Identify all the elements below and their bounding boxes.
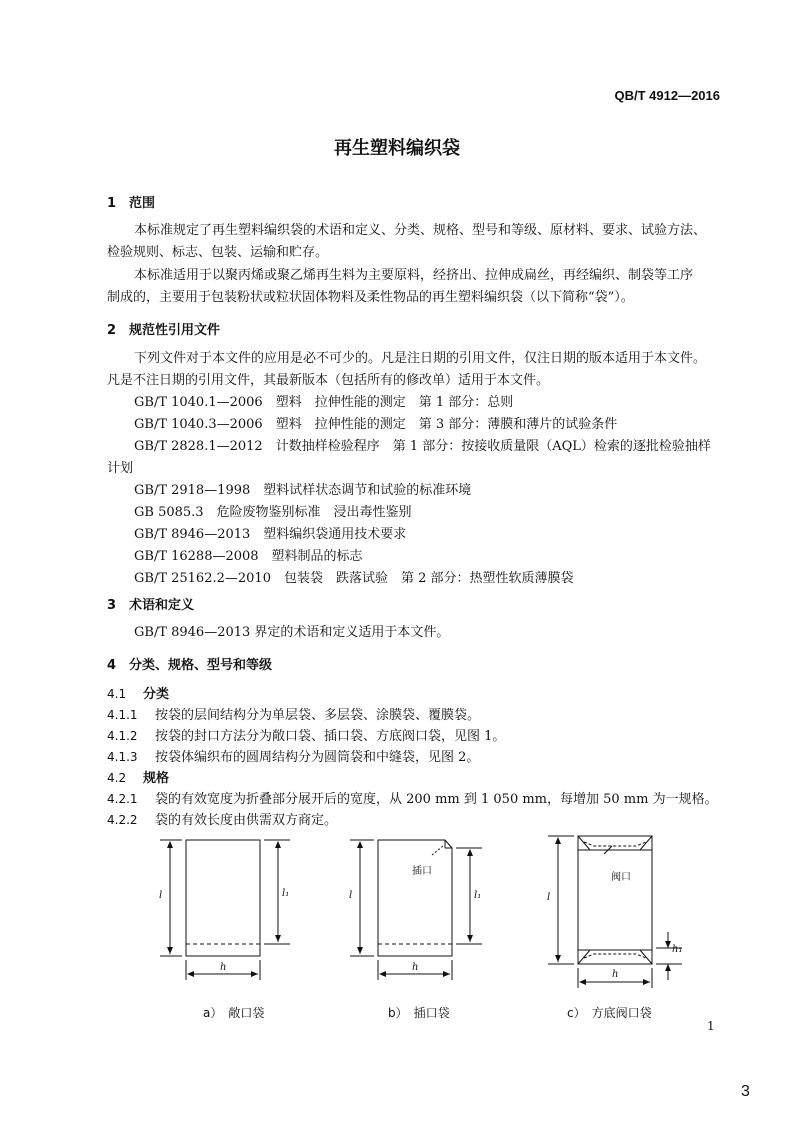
clause-4-1-3 — [107, 746, 479, 765]
clause-text: 袋的有效宽度为折叠部分展开后的宽度，从 200 mm 到 1 050 mm，每增加 50 mm 为一规格。 — [155, 792, 718, 807]
paragraph: GB/T 8946—2013 界定的术语和定义适用于本文件。 — [134, 625, 450, 640]
insert-mouth-bag-drawing — [350, 840, 482, 980]
section-number: 3 — [107, 598, 117, 613]
figure-caption-c: c） 方底阀口袋 — [567, 1006, 652, 1020]
section-title: 术语和定义 — [129, 598, 195, 613]
paragraph: 下列文件对于本文件的应用是必不可少的。凡是注日期的引用文件，仅注日期的版本适用于本文件。 — [134, 351, 707, 366]
section-2-heading — [107, 319, 220, 338]
section-3-heading — [107, 594, 194, 613]
paragraph: 制成的，主要用于包装粉状或粒状固体物料及柔性物品的再生塑料编织袋（以下简称“袋”）。 — [107, 290, 634, 305]
paragraph: 检验规则、标志、包装、运输和贮存。 — [107, 245, 329, 260]
valve-bag-drawing — [548, 836, 682, 988]
subsection-number: 4.1 — [107, 687, 127, 701]
clause-text: 袋的有效长度由供需双方商定。 — [155, 813, 338, 828]
dim-label-l: l — [547, 892, 551, 903]
subsection-title: 规格 — [143, 771, 170, 786]
subsection-number: 4.2 — [107, 771, 127, 785]
reference-item: 计划 — [107, 461, 134, 476]
dim-label-h: h — [220, 962, 227, 973]
clause-number: 4.1.1 — [107, 708, 138, 722]
document-title: 再生塑料编织袋 — [334, 138, 460, 159]
dim-label-h1: h₁ — [672, 944, 683, 955]
section-title: 规范性引用文件 — [129, 323, 221, 338]
paragraph: 本标准规定了再生塑料编织袋的术语和定义、分类、规格、型号和等级、原材料、要求、试验方法、 — [134, 223, 707, 238]
reference-item: GB/T 1040.3—2006 塑料 拉伸性能的测定 第 3 部分：薄膜和薄片的试验条件 — [134, 417, 618, 432]
figure-caption-a: a） 敞口袋 — [203, 1006, 265, 1020]
insert-mouth-label: 插口 — [412, 866, 432, 877]
outer-page-number: 3 — [741, 1083, 750, 1100]
dim-label-l1: l₁ — [282, 888, 290, 899]
subsection-title: 分类 — [143, 687, 170, 702]
reference-item: GB/T 2918—1998 塑料试样状态调节和试验的标准环境 — [134, 483, 472, 498]
paragraph: 本标准适用于以聚丙烯或聚乙烯再生料为主要原料，经挤出、拉伸成扁丝，再经编织、制袋等工序 — [134, 268, 694, 283]
dim-label-l: l — [349, 890, 353, 901]
clause-text: 按袋的封口方法分为敞口袋、插口袋、方底阀口袋，见图 1。 — [155, 729, 506, 744]
inner-page-number: 1 — [707, 1019, 715, 1033]
clause-text: 按袋的层间结构分为单层袋、多层袋、涂膜袋、覆膜袋。 — [155, 708, 481, 723]
standard-code: QB/T 4912—2016 — [614, 88, 720, 103]
clause-number: 4.2.1 — [107, 792, 138, 806]
section-1-heading — [107, 192, 155, 211]
open-mouth-bag-drawing — [160, 840, 290, 980]
section-number: 1 — [107, 196, 117, 211]
clause-4-1-1 — [107, 704, 480, 723]
clause-4-2-2 — [107, 809, 337, 828]
dim-label-h: h — [612, 969, 619, 980]
figure-caption-b: b） 插口袋 — [388, 1006, 450, 1020]
clause-text: 按袋体编织布的圆周结构分为圆筒袋和中缝袋，见图 2。 — [155, 750, 480, 765]
reference-item: GB/T 1040.1—2006 塑料 拉伸性能的测定 第 1 部分：总则 — [134, 395, 514, 410]
dim-label-l: l — [159, 890, 163, 901]
section-title: 范围 — [129, 196, 156, 211]
paragraph: 凡是不注日期的引用文件，其最新版本（包括所有的修改单）适用于本文件。 — [107, 373, 550, 388]
dim-label-l1: l₁ — [474, 890, 482, 901]
dim-label-h: h — [412, 962, 419, 973]
clause-number: 4.2.2 — [107, 813, 138, 827]
reference-item: GB/T 8946—2013 塑料编织袋通用技术要求 — [134, 527, 407, 542]
clause-4-1-2 — [107, 725, 505, 744]
clause-number: 4.1.3 — [107, 750, 138, 764]
section-number: 2 — [107, 323, 117, 338]
clause-number: 4.1.2 — [107, 729, 138, 743]
valve-label: 阀口 — [611, 872, 631, 883]
reference-item: GB/T 25162.2—2010 包装袋 跌落试验 第 2 部分：热塑性软质薄膜袋 — [134, 571, 574, 586]
subsection-4-1 — [107, 683, 169, 702]
reference-item: GB/T 2828.1—2012 计数抽样检验程序 第 1 部分：按接收质量限（AQL）检索的逐批检验抽样 — [134, 439, 711, 454]
section-4-heading — [107, 654, 272, 673]
section-number: 4 — [107, 658, 117, 673]
reference-item: GB 5085.3 危险废物鉴别标准 浸出毒性鉴别 — [134, 505, 412, 520]
subsection-4-2 — [107, 767, 169, 786]
clause-4-2-1 — [107, 788, 718, 807]
section-title: 分类、规格、型号和等级 — [129, 658, 273, 673]
reference-item: GB/T 16288—2008 塑料制品的标志 — [134, 549, 363, 564]
